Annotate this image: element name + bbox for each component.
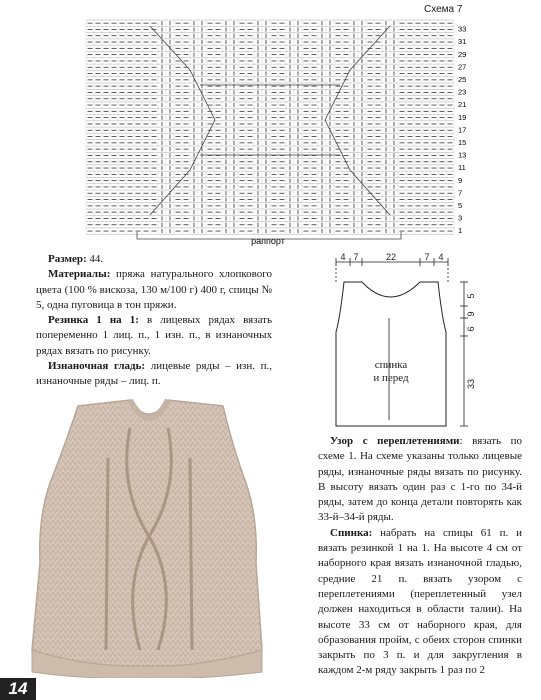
materials-label: Материалы: — [48, 268, 111, 281]
pattern-value: : вязать по схеме 1. На схеме указаны только лицевые ряды, изнаночные ряды вязать по рисунку. В высоту вязать один раз с 1-го по 34-й ряды, затем до конца детали повторять как 33-й–34-й ряды. — [318, 435, 522, 524]
row-number: 1 — [458, 226, 463, 236]
vest-photo — [18, 388, 280, 678]
right-text-column — [318, 434, 522, 679]
rapport-label: раппорт — [251, 236, 285, 246]
row-number: 15 — [458, 138, 467, 147]
dim-side-2: 9 — [466, 311, 476, 317]
row-number: 5 — [458, 201, 463, 210]
dim-top-3: 22 — [385, 252, 397, 262]
row-number: 19 — [458, 112, 467, 122]
dim-top-2: 7 — [353, 252, 359, 262]
dim-top-4: 7 — [424, 252, 430, 262]
dim-top-1: 4 — [340, 252, 346, 262]
piece-label-1: спинка — [374, 359, 408, 371]
row-number: 9 — [458, 175, 463, 185]
rib-label: Резинка 1 на 1: — [48, 314, 139, 327]
row-number: 17 — [458, 125, 467, 135]
reverse-label: Изнаночная гладь: — [48, 360, 146, 373]
row-number: 27 — [458, 62, 467, 72]
row-number: 11 — [458, 163, 466, 173]
row-number: 13 — [458, 150, 467, 160]
size-value: 44. — [86, 253, 104, 265]
row-number: 7 — [458, 188, 463, 198]
row-number: 33 — [458, 24, 467, 34]
row-number: 25 — [458, 75, 467, 84]
back-value: набрать на спицы 61 п. и вязать резинкой 1 на 1. На высоте 4 см от наборного края вязать изнаночной гладью, средние 21 п. вязать узором с переплетениями (переплетенный узел должен находиться в области талии). На высоте 33 см от наборного края, для образования пройм, с обеих сторон спинки закрыть по 3 п. и для закругления в каждом 2-м ряду закрыть 1 раз по 2 — [318, 526, 522, 677]
materials-value: пряжа натурального хлопкового цвета (100 % вискоза, 130 м/100 г) 400 г, спицы № 5, одна пуговица в тон пряжи. — [36, 268, 272, 311]
pattern-paragraph — [318, 434, 522, 526]
row-number: 21 — [458, 100, 467, 110]
row-number: 31 — [458, 37, 467, 47]
dim-top-5: 4 — [438, 252, 444, 262]
row-number: 23 — [458, 87, 467, 97]
row-number: 29 — [458, 49, 467, 59]
dim-side-3: 6 — [466, 326, 476, 332]
pattern-label: Узор с переплетениями — [330, 435, 460, 447]
dim-side-1: 5 — [466, 293, 476, 299]
rib-value: в лицевых рядах вязать попеременно 1 лиц. п., 1 изн. п., в изнаночных рядах вязать по рисунку. — [36, 314, 272, 357]
reverse-value: лицевые ряды – изн. п., изнаночные ряды – лиц. п. — [36, 360, 272, 388]
back-label: Спинка: — [330, 526, 373, 539]
page-number: 14 — [0, 678, 36, 700]
back-paragraph — [318, 526, 522, 679]
row-number: 3 — [458, 213, 463, 223]
size-label: Размер: — [48, 253, 87, 265]
dim-side-4: 33 — [466, 378, 476, 390]
scheme-title: Схема 7 — [424, 4, 463, 15]
piece-label-2: и перед — [373, 372, 409, 384]
